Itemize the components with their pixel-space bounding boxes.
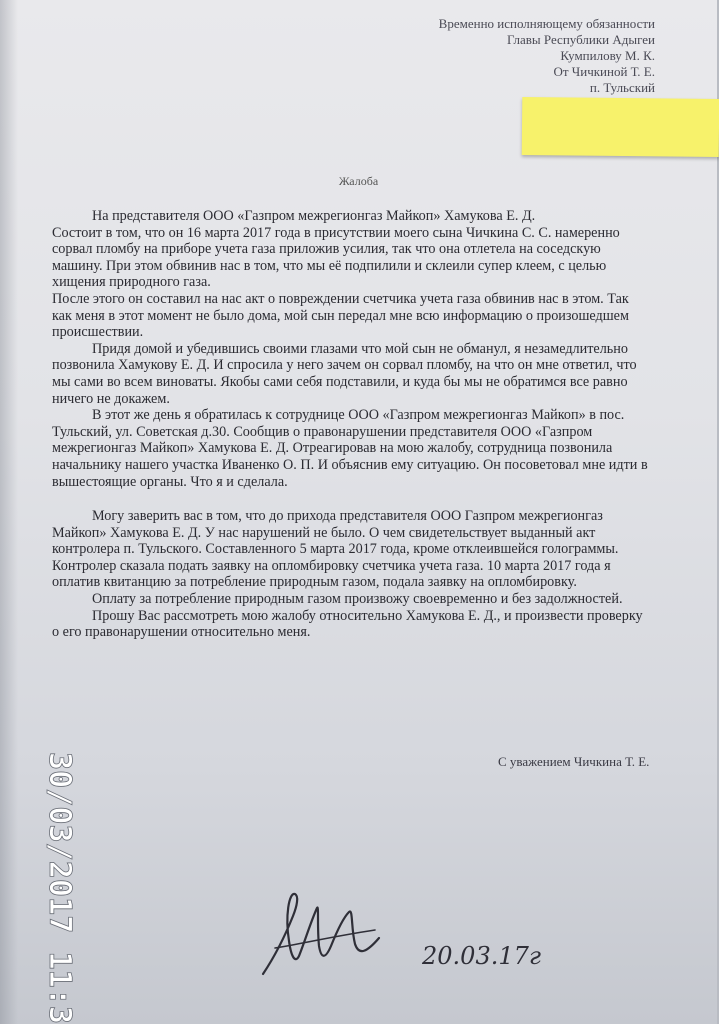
- camera-datestamp: 30/03/2017 11:3: [42, 752, 77, 1023]
- paragraph: Прошу Вас рассмотреть мою жалобу относительно Хамукова Е. Д., и произвести проверку о его правонарушении относительно меня.: [52, 607, 643, 641]
- paragraph: Могу заверить вас в том, что до прихода представителя ООО Газпром межрегионгаз Майкоп» Хамукова Е. Д. У нас нарушений не было. О чем свидетельствует выданный акт контролера п. Тульского. Составленного 5 марта 2017 года, кроме отклеившейся голограммы. Контролер сказала подать заявку на опломбировку счетчика учета газа. 10 марта 2017 года я оплатив квитанцию за потребление природным газом, подала заявку на опломбировку.: [52, 508, 619, 591]
- page-edge-shadow: [0, 0, 18, 1024]
- addressee-block: [439, 16, 655, 96]
- signature-icon: [255, 886, 395, 981]
- addressee-line: п. Тульский: [589, 80, 655, 95]
- addressee-line: Временно исполняющему обязанности: [438, 16, 655, 31]
- document-title: Жалоба: [338, 174, 379, 188]
- paragraph: Придя домой и убедившись своими глазами что мой сын не обманул, я незамедлительно позвонила Хамукову Е. Д. И спросила у него зачем он сорвал пломбу, на что он мне ответил, что мы сами во всем виноваты. Якобы сами себя подставили, и куда бы мы не обратимся все равно ничего не докажем.: [52, 340, 637, 407]
- signoff: С уважением Чичкина Т. Е.: [498, 754, 650, 769]
- paragraph: Оплату за потребление природным газом произвожу своевременно и без задолжностей.: [92, 591, 623, 608]
- addressee-line: Главы Республики Адыгеи: [506, 32, 655, 47]
- paragraph: После этого он составил на нас акт о повреждении счетчика учета газа обвинив нас в этом. Так как меня в этот момент не было дома, мой сын передал мне всю информацию о произошедшем происшествии.: [52, 290, 629, 341]
- sticky-note: [522, 97, 719, 157]
- addressee-line: От Чичкиной Т. Е.: [553, 64, 655, 79]
- document-body: [52, 208, 652, 641]
- paragraph-gap: [52, 490, 652, 508]
- paragraph: В этот же день я обратилась к сотруднице ООО «Газпром межрегионгаз Майкоп» в пос. Тульский, ул. Советская д.30. Сообщив о правонарушении представителя ООО «Газпром межрегионгаз Майкоп» Хамукова Е. Д. Отреагировав на мою жалобу, сотрудница позвонила начальнику нашего участка Иваненко О. П. И объяснив ему ситуацию. Он посоветовал мне идти в вышестоящие органы. Что я и сделала.: [52, 407, 648, 490]
- handwritten-date: 20.03.17г: [422, 942, 542, 970]
- handwritten-date-icon: [420, 930, 580, 980]
- paragraph: Состоит в том, что он 16 марта 2017 года в присутствии моего сына Чичкина С. С. намеренно сорвал пломбу на приборе учета газа приложив усилия, так что она отлетела на соседскую машину. При этом обвинив нас в том, что мы её подпилили и склеили супер клеем, с целью хищения природного газа.: [52, 224, 620, 291]
- paragraph: На представителя ООО «Газпром межрегионгаз Майкоп» Хамукова Е. Д.: [92, 208, 536, 224]
- addressee-line: Кумпилову М. К.: [560, 48, 655, 63]
- camera-datestamp-icon: [20, 752, 77, 1024]
